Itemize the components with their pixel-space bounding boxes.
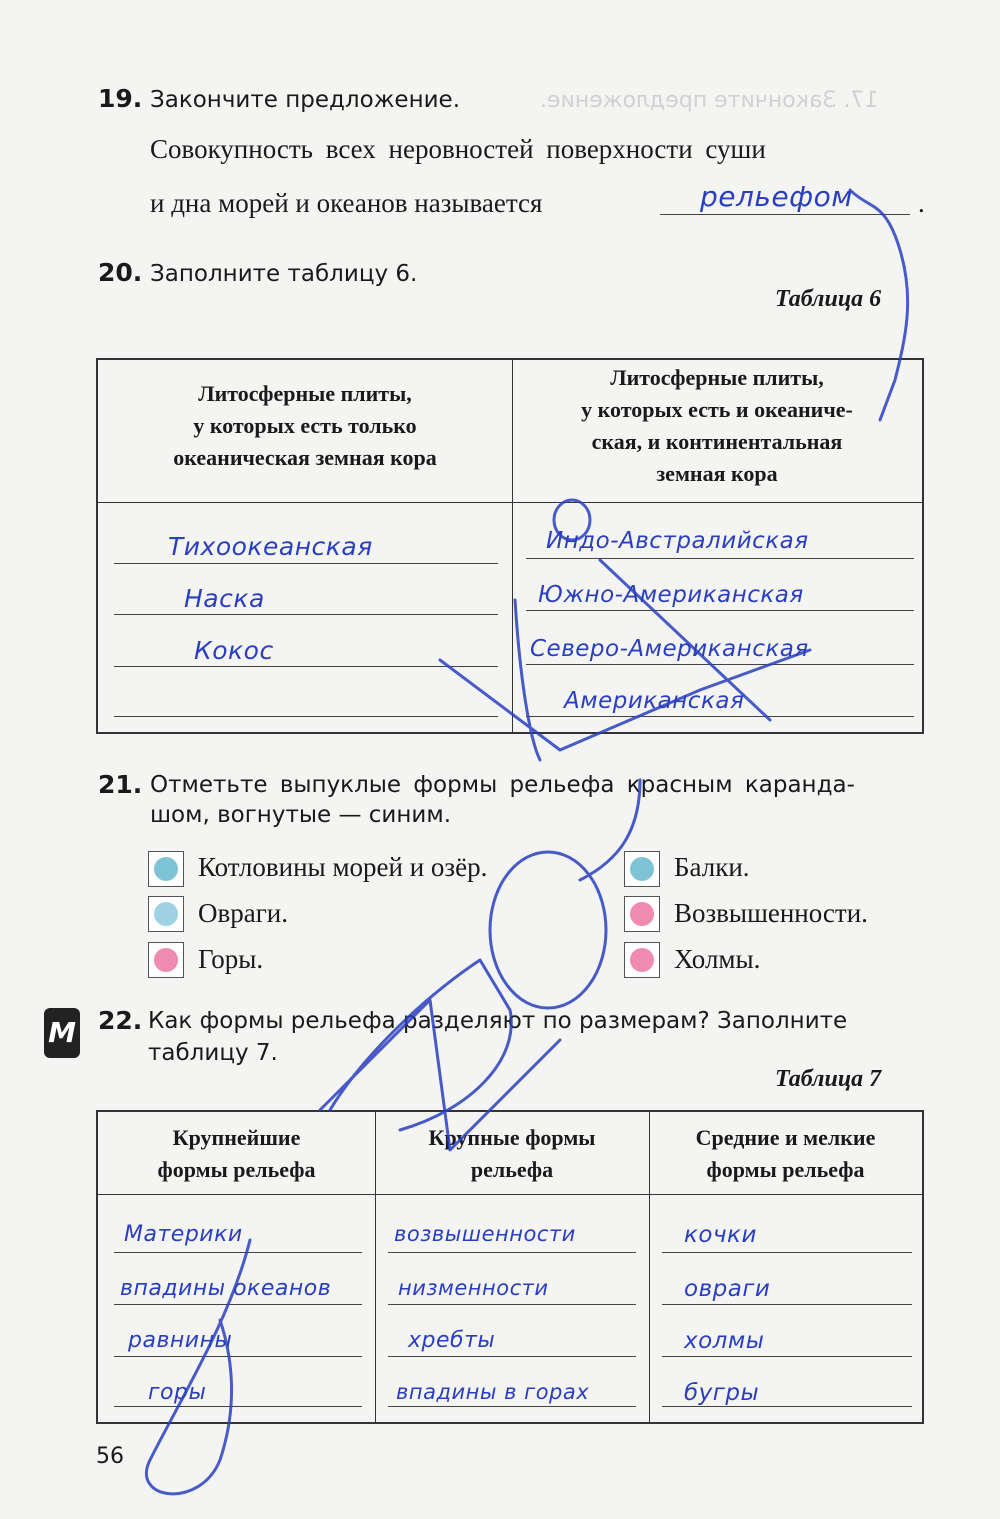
label-vozvyshennosti: Возвышенности.	[674, 898, 868, 928]
q22-number: 22.	[98, 1006, 143, 1035]
table6-col1-answer-1[interactable]: Тихоокеанская	[168, 532, 373, 561]
label-ovragi: Овраги.	[198, 898, 289, 928]
table6-header-col1: Литосферные плиты, у которых есть только океаническая земная кора	[173, 381, 437, 470]
pencil-fill-mark	[630, 948, 654, 972]
table7-col2-answer-3[interactable]: хребты	[408, 1328, 496, 1353]
q22-line1: Как формы рельефа разделяют по размерам? Заполните	[148, 1008, 848, 1034]
label-balki: Балки.	[674, 852, 750, 882]
table7-col3-answer-1[interactable]: кочки	[684, 1222, 757, 1248]
q21-line1: Отметьте выпуклые формы рельефа красным каранда-	[150, 772, 855, 798]
table7-col3-answer-2[interactable]: овраги	[684, 1276, 771, 1302]
table7-header-col1: Крупнейшие формы рельефа	[157, 1125, 316, 1182]
table7-col3-answer-3[interactable]: холмы	[684, 1328, 765, 1354]
label-kotloviny: Котловины морей и озёр.	[198, 852, 488, 882]
q21-number: 21.	[98, 770, 143, 799]
q19-number: 19.	[98, 84, 143, 113]
table6	[96, 358, 924, 734]
table7-col1-answer-4[interactable]: горы	[148, 1380, 207, 1405]
q19-title: Закончите предложение.	[150, 87, 461, 113]
table7-col1-answer-2[interactable]: впадины океанов	[120, 1276, 332, 1301]
checkbox-vozvyshennosti[interactable]	[624, 896, 660, 932]
table6-col1-answer-2[interactable]: Наска	[184, 584, 265, 613]
table7-col2-answer-1[interactable]: возвышенности	[394, 1222, 576, 1246]
table7-col1-answer-3[interactable]: равнины	[128, 1328, 233, 1353]
page-number: 56	[96, 1444, 124, 1469]
table6-caption: Таблица 6	[775, 286, 882, 312]
table7-col2-answer-2[interactable]: низменности	[398, 1276, 549, 1300]
table6-col2-answer-4[interactable]: Американская	[564, 688, 745, 714]
table7-col2-answer-4[interactable]: впадины в горах	[396, 1380, 590, 1404]
table7-col3-answer-4[interactable]: бугры	[684, 1380, 760, 1406]
checkbox-gory[interactable]	[148, 942, 184, 978]
bleed-through-text: 17. Закончите предложение.	[540, 88, 879, 113]
checkbox-ovragi[interactable]	[148, 896, 184, 932]
table7-header-col3: Средние и мелкие формы рельефа	[695, 1125, 876, 1182]
label-gory: Горы.	[198, 944, 264, 974]
table6-col1-answer-3[interactable]: Кокос	[194, 636, 274, 665]
pencil-fill-mark	[630, 902, 654, 926]
checkbox-kotloviny[interactable]	[148, 851, 184, 887]
q19-line2: и дна морей и океанов называется	[150, 188, 543, 218]
checkbox-kholmy[interactable]	[624, 942, 660, 978]
pencil-fill-mark	[154, 902, 178, 926]
method-badge: М	[44, 1008, 80, 1058]
table6-col2-answer-1[interactable]: Индо-Австралийская	[546, 528, 809, 554]
q20-number: 20.	[98, 258, 143, 287]
table7-col1-answer-1[interactable]: Материки	[124, 1222, 243, 1247]
pencil-fill-mark	[630, 857, 654, 881]
q19-line1: Совокупность всех неровностей поверхности суши	[150, 134, 766, 164]
ink-stroke-m-shape	[330, 960, 511, 1130]
q20-title: Заполните таблицу 6.	[150, 261, 418, 287]
q19-answer[interactable]: рельефом	[700, 180, 853, 213]
table7-header-col2: Крупные формы рельефа	[428, 1125, 596, 1182]
ink-circle-o	[490, 852, 606, 1008]
table7-caption: Таблица 7	[775, 1066, 882, 1092]
table6-col2-answer-2[interactable]: Южно-Американская	[538, 582, 804, 608]
pencil-fill-mark	[154, 948, 178, 972]
q19-end: .	[918, 188, 925, 218]
table7	[96, 1110, 924, 1424]
table6-header-col2: Литосферные плиты, у которых есть и океаниче- ская, и континентальная земная кора	[581, 365, 853, 486]
checkbox-balki[interactable]	[624, 851, 660, 887]
pencil-fill-mark	[154, 857, 178, 881]
q22-line2: таблицу 7.	[148, 1040, 278, 1066]
table6-col2-answer-3[interactable]: Северо-Американская	[530, 636, 809, 662]
q19-answer-line	[660, 214, 910, 215]
label-kholmy: Холмы.	[674, 944, 761, 974]
q21-line2: шом, вогнутые — синим.	[150, 802, 452, 828]
